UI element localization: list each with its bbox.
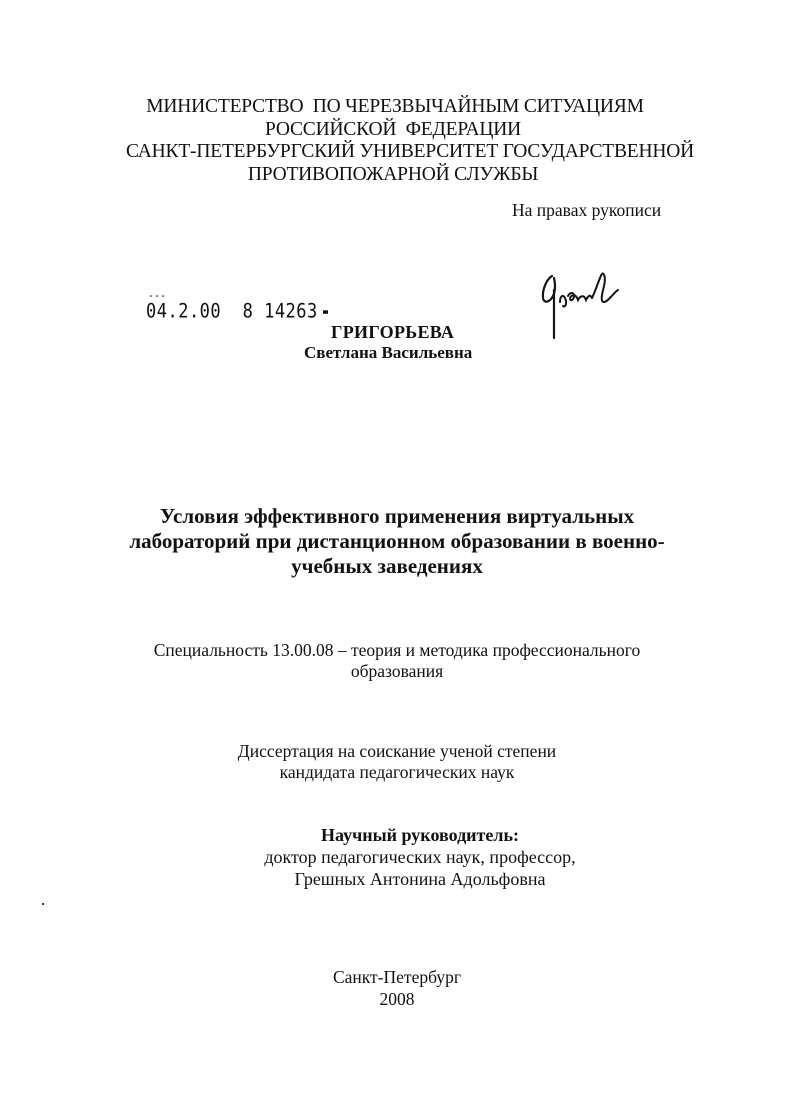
degree-line-1: Диссертация на соискание ученой степени (237, 741, 557, 761)
ministry-line-1: МИНИСТЕРСТВО ПО ЧЕРЕЗВЫЧАЙНЫМ СИТУАЦИЯМ (146, 96, 644, 117)
title-line-1: Условия эффективного применения виртуальных (159, 504, 635, 528)
title-line-2: лабораторий при дистанционном образовании в военно- (129, 529, 665, 553)
scan-speck (42, 903, 44, 905)
ministry-header (0, 96, 794, 186)
degree-statement (0, 741, 794, 783)
supervisor-degree: доктор педагогических наук, профессор, (264, 847, 576, 867)
library-stamp (146, 289, 328, 323)
specialty-line-2: образования (350, 661, 444, 681)
supervisor-label: Научный руководитель: (321, 825, 519, 845)
supervisor-name: Грешных Антонина Адольфовна (294, 869, 546, 889)
year: 2008 (379, 989, 415, 1009)
specialty (0, 640, 794, 682)
specialty-line-1: Специальность 13.00.08 – теория и методика профессионального (153, 640, 641, 660)
scientific-supervisor (250, 824, 590, 890)
stamp-dot (323, 310, 328, 313)
title-line-3: учебных заведениях (291, 554, 483, 578)
city: Санкт-Петербург (332, 967, 462, 987)
stamp-code: 04.2.00 8 14263 (146, 300, 318, 323)
degree-line-2: кандидата педагогических наук (279, 762, 515, 782)
ministry-line-4: ПРОТИВОПОЖАРНОЙ СЛУЖБЫ (247, 163, 539, 185)
stamp-marks: --- (148, 289, 167, 303)
manuscript-rights-note: На правах рукописи (512, 200, 662, 220)
author-surname: ГРИГОРЬЕВА (331, 322, 455, 342)
place-and-year (0, 966, 794, 1010)
dissertation-title (0, 504, 794, 579)
handwritten-signature (530, 268, 630, 345)
author-given-names: Светлана Васильевна (304, 343, 473, 362)
ministry-line-2: РОССИЙСКОЙ ФЕДЕРАЦИИ (264, 118, 522, 140)
ministry-line-3: САНКТ-ПЕТЕРБУРГСКИЙ УНИВЕРСИТЕТ ГОСУДАРСТВЕННОЙ (125, 141, 695, 162)
